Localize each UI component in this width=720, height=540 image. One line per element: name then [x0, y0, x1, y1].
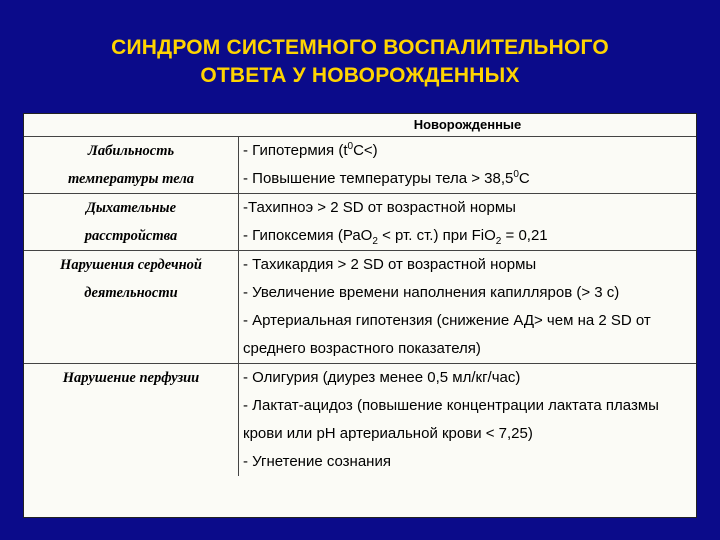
row-criteria — [239, 251, 697, 364]
criterion-item: - Гипоксемия (РаО$_2$ < рт. ст.) при FiO$_2$ = 0,21 — [243, 227, 548, 247]
criterion-item: -Тахипноэ > 2 SD от возрастной нормы — [243, 199, 516, 216]
row-label — [24, 364, 239, 477]
criterion-item: - Увеличение времени наполнения капилляров (> 3 с) — [243, 284, 620, 301]
title-line-2: ОТВЕТА У НОВОРОЖДЕННЫХ — [200, 64, 520, 87]
row-label-line: Нарушение перфузии — [62, 370, 200, 386]
criterion-item: - Тахикардия > 2 SD от возрастной нормы — [243, 256, 537, 273]
table-row-perfusion — [24, 364, 696, 477]
row-criteria — [239, 194, 697, 251]
slide-title — [0, 34, 720, 90]
row-label — [24, 194, 239, 251]
criterion-item: - Угнетение сознания — [243, 453, 391, 470]
row-criteria — [239, 364, 697, 477]
criterion-item: - Артериальная гипотензия (снижение АД> чем на 2 SD от среднего возрастного показателя) — [243, 312, 651, 357]
row-label-line: деятельности — [84, 285, 178, 301]
criterion-item: - Гипотермия $(t^0С<)$ — [243, 141, 378, 159]
table-row-cardiac — [24, 251, 696, 364]
row-label-line: Дыхательные — [85, 200, 177, 216]
criteria-table — [23, 113, 697, 518]
row-criteria — [239, 137, 697, 194]
row-label — [24, 251, 239, 364]
row-label-line: Лабильность — [87, 143, 175, 159]
criterion-item: - Лактат-ацидоз (повышение концентрации лактата плазмы крови или pH артериальной крови < 7,25) — [243, 397, 659, 442]
table-row-respiratory — [24, 194, 696, 251]
table-row-temperature — [24, 137, 696, 194]
criterion-item: - Олигурия (диурез менее 0,5 мл/кг/час) — [243, 369, 521, 386]
row-label — [24, 137, 239, 194]
row-label-line: расстройства — [84, 228, 178, 244]
row-label-line: Нарушения сердечной — [60, 257, 202, 273]
criterion-item: - Повышение температуры тела > $38,5^0С$ — [243, 169, 530, 187]
row-label-line: температуры тела — [67, 171, 195, 187]
table-header: Новорожденные — [24, 114, 696, 137]
title-line-1: СИНДРОМ СИСТЕМНОГО ВОСПАЛИТЕЛЬНОГО — [111, 36, 609, 59]
